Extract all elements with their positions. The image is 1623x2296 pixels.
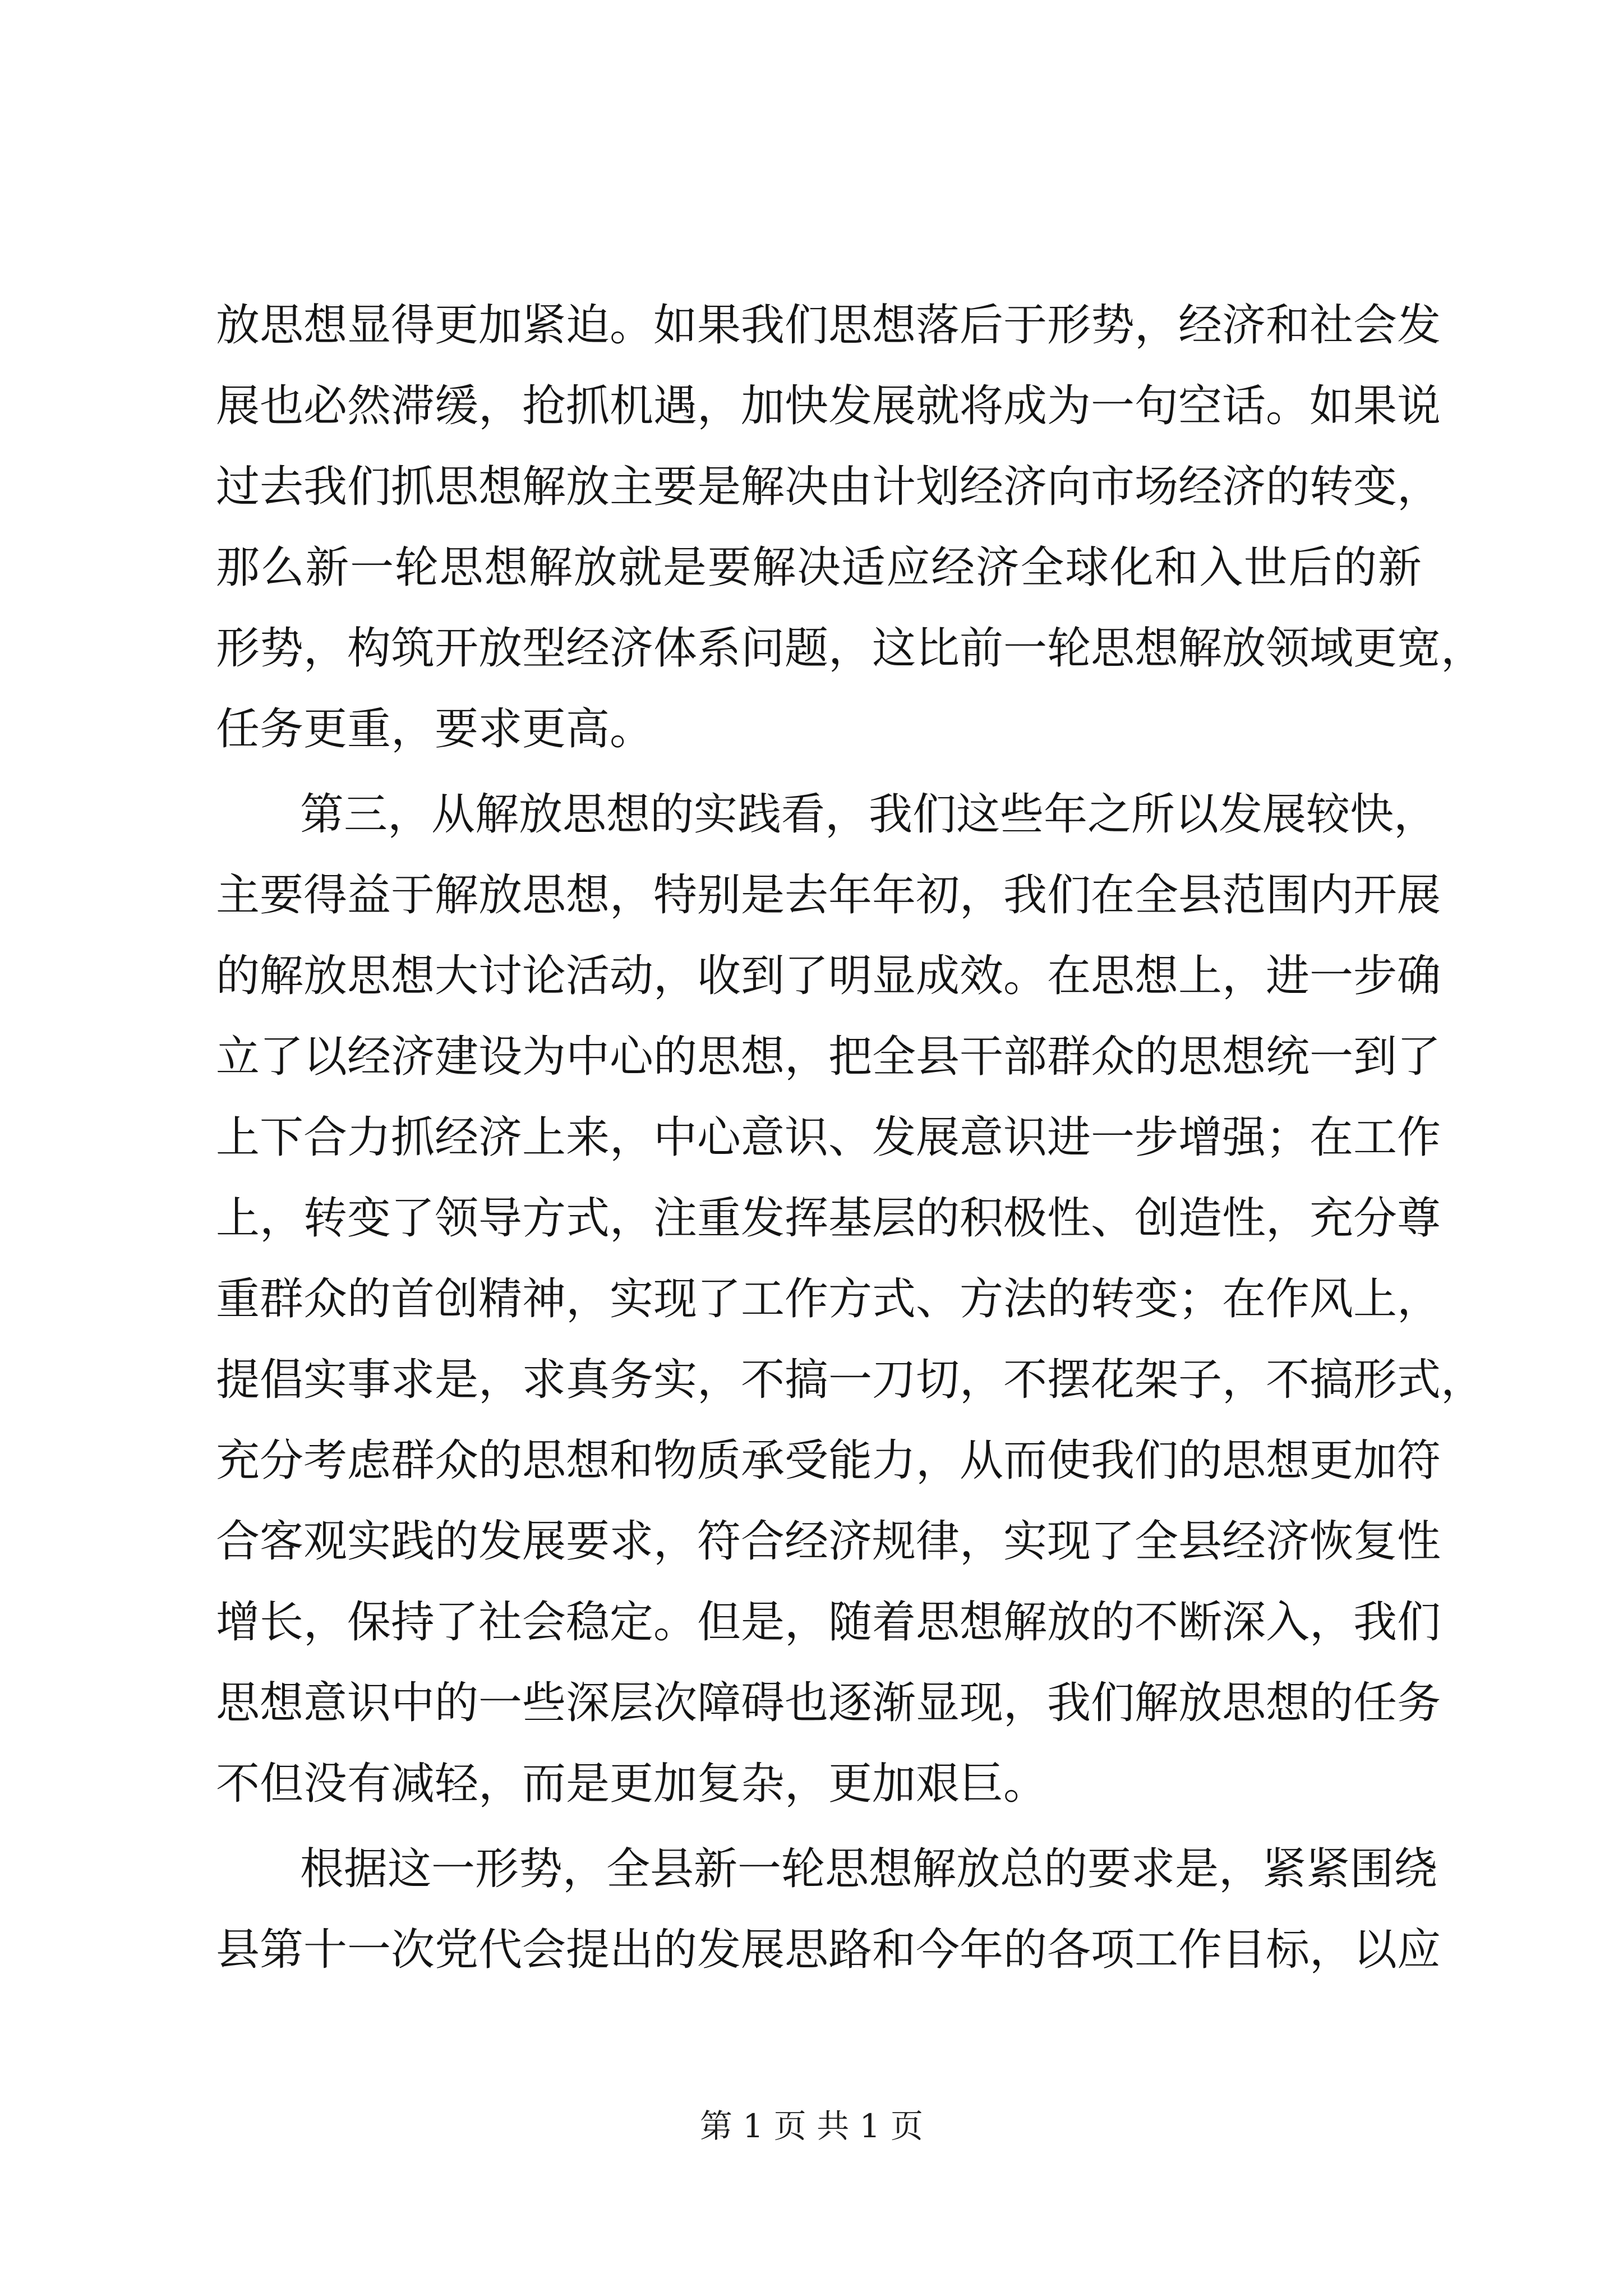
text-line: 充分考虑群众的思想和物质承受能力，从而使我们的思想更加符 [216, 1435, 1441, 1486]
paragraph [216, 774, 1485, 1824]
text-line: 的解放思想大讨论活动，收到了明显成效。在思想上，进一步确 [216, 951, 1441, 1001]
text-line: 任务更重，要求更高。 [216, 704, 654, 754]
text-line: 重群众的首创精神，实现了工作方式、方法的转变；在作风上， [216, 1274, 1441, 1324]
text-line: 县第十一次党代会提出的发展思路和今年的各项工作目标，以应 [216, 1925, 1441, 1975]
text-line: 过去我们抓思想解放主要是解决由计划经济向市场经济的转变， [216, 462, 1441, 512]
text-line: 主要得益于解放思想，特别是去年年初，我们在全县范围内开展 [216, 870, 1441, 921]
text-line: 提倡实事求是，求真务实，不搞一刀切，不摆花架子，不搞形式， [216, 1355, 1485, 1405]
text-line: 不但没有减轻，而是更加复杂，更加艰巨。 [216, 1759, 1048, 1809]
text-line: 思想意识中的一些深层次障碍也逐渐显现，我们解放思想的任务 [216, 1678, 1441, 1728]
text-line: 那么新一轮思想解放就是要解决适应经济全球化和入世后的新 [216, 542, 1422, 593]
text-line: 形势，构筑开放型经济体系问题，这比前一轮思想解放领域更宽， [216, 623, 1485, 674]
text-line: 增长，保持了社会稳定。但是，随着思想解放的不断深入，我们 [216, 1597, 1441, 1648]
text-line: 放思想显得更加紧迫。如果我们思想落后于形势，经济和社会发 [216, 300, 1441, 351]
text-line: 上下合力抓经济上来，中心意识、发展意识进一步增强；在工作 [216, 1112, 1441, 1163]
text-line: 合客观实践的发展要求，符合经济规律，实现了全县经济恢复性 [216, 1516, 1441, 1567]
text-line: 上，转变了领导方式，注重发挥基层的积极性、创造性，充分尊 [216, 1193, 1441, 1244]
paragraph [216, 1829, 1441, 1990]
paragraph [216, 285, 1485, 770]
document-body [216, 285, 1485, 1990]
text-line: 展也必然滞缓，抢抓机遇，加快发展就将成为一句空话。如果说 [216, 381, 1441, 431]
text-line: 根据这一形势，全县新一轮思想解放总的要求是，紧紧围绕 [300, 1844, 1438, 1894]
page-number-footer: 第 1 页 共 1 页 [700, 2107, 923, 2145]
text-line: 第三，从解放思想的实践看，我们这些年之所以发展较快， [300, 789, 1438, 840]
text-line: 立了以经济建设为中心的思想，把全县干部群众的思想统一到了 [216, 1032, 1441, 1082]
